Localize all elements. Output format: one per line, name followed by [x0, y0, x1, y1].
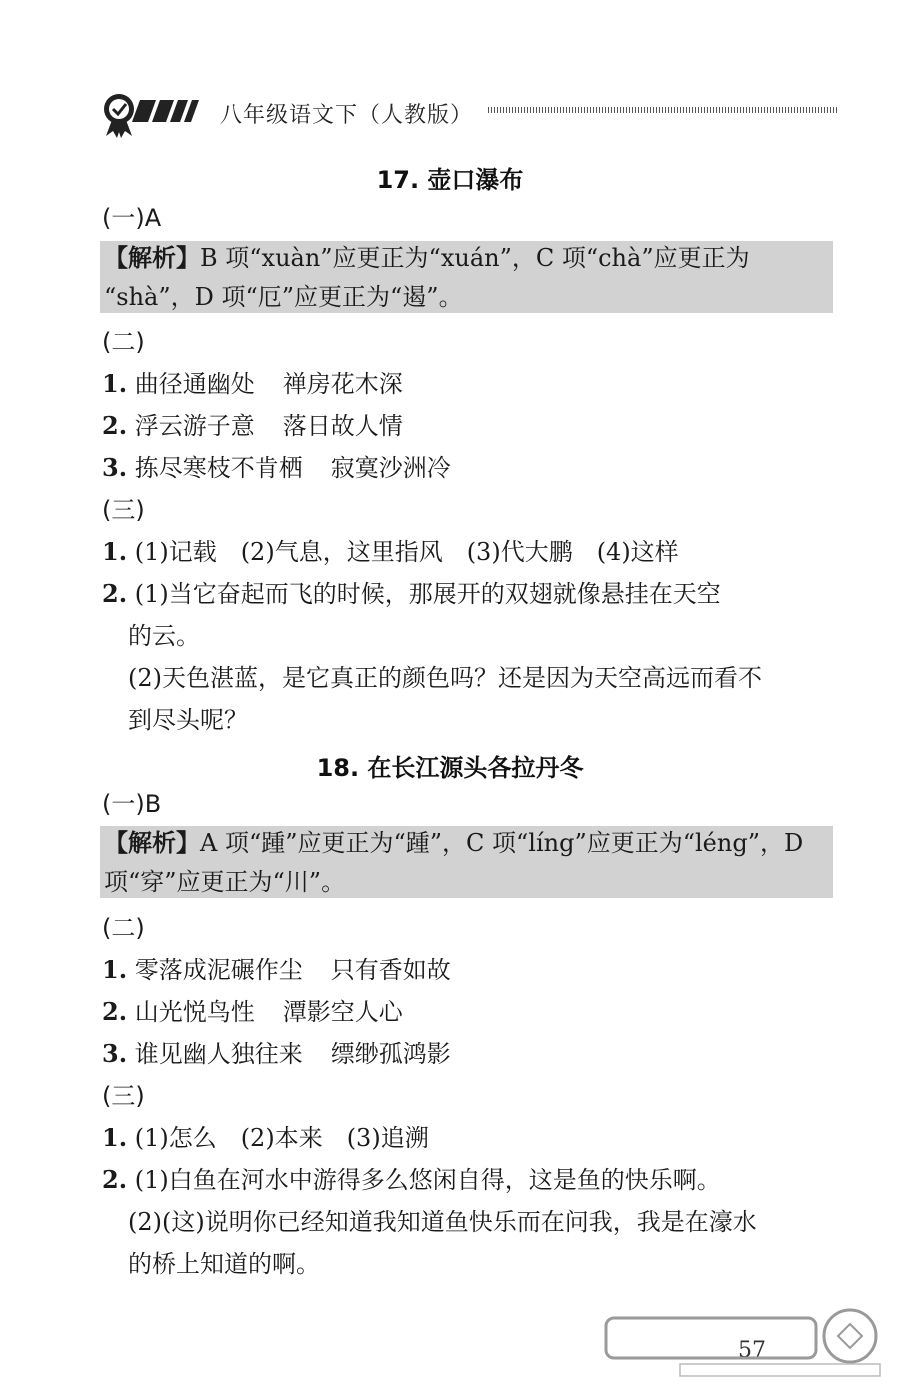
analysis-box: [100, 826, 833, 898]
list-item: 1. (1)记载 (2)气息，这里指风 (3)代大鹏 (4)这样: [102, 537, 679, 566]
list-item: 1. (1)怎么 (2)本来 (3)追溯: [102, 1123, 429, 1152]
section-title: 18. 在长江源头各拉丹冬: [316, 754, 584, 782]
analysis-label: 【解析】: [104, 828, 200, 857]
list-item: 2. (1)白鱼在河水中游得多么悠闲自得，这是鱼的快乐啊。: [102, 1165, 721, 1194]
analysis-line: 【解析】A 项“踵”应更正为“踵”，C 项“líng”应更正为“léng”，D: [104, 828, 804, 857]
analysis-box: [100, 241, 833, 313]
header-divider: [488, 107, 838, 113]
list-item: 1. 零落成泥碾作尘 只有香如故: [102, 955, 451, 984]
analysis-label: 【解析】: [104, 243, 200, 272]
part-label: (二): [102, 328, 145, 356]
text-line: 的云。: [128, 622, 200, 650]
list-item: 2. (1)当它奋起而飞的时候，那展开的双翅就像悬挂在天空: [102, 579, 721, 608]
part-label: (三): [102, 496, 145, 524]
list-item: 3. 拣尽寒枝不肯栖 寂寞沙洲冷: [102, 453, 451, 482]
text-line: 到尽头呢？: [128, 706, 248, 734]
list-item: 1. 曲径通幽处 禅房花木深: [102, 369, 403, 398]
list-item: 3. 谁见幽人独往来 缥缈孤鸿影: [102, 1039, 451, 1068]
analysis-line: 【解析】B 项“xuàn”应更正为“xuán”，C 项“chà”应更正为: [104, 243, 750, 272]
medal-badge-icon: [100, 90, 210, 140]
part-label: (三): [102, 1082, 145, 1110]
text-line: (2)天色湛蓝，是它真正的颜色吗？还是因为天空高远而看不: [128, 664, 762, 692]
list-item: 2. 浮云游子意 落日故人情: [102, 411, 403, 440]
section-title: 17. 壶口瀑布: [376, 166, 524, 194]
analysis-line: 项“穿”应更正为“川”。: [104, 868, 346, 896]
part-label: (二): [102, 914, 145, 942]
header-title: 八年级语文下（人教版）: [220, 103, 474, 128]
text-line: (2)(这)说明你已经知道我知道鱼快乐而在问我，我是在濠水: [128, 1208, 757, 1236]
page-number: 57: [738, 1338, 766, 1363]
part-label: (一)A: [102, 204, 162, 232]
analysis-line: “shà”，D 项“厄”应更正为“遏”。: [104, 283, 463, 311]
list-item: 2. 山光悦鸟性 潭影空人心: [102, 997, 403, 1026]
part-label: (一)B: [102, 790, 162, 818]
text-line: 的桥上知道的啊。: [128, 1250, 320, 1278]
page-header: [100, 90, 840, 140]
watermark-logo-icon: [570, 1300, 890, 1380]
